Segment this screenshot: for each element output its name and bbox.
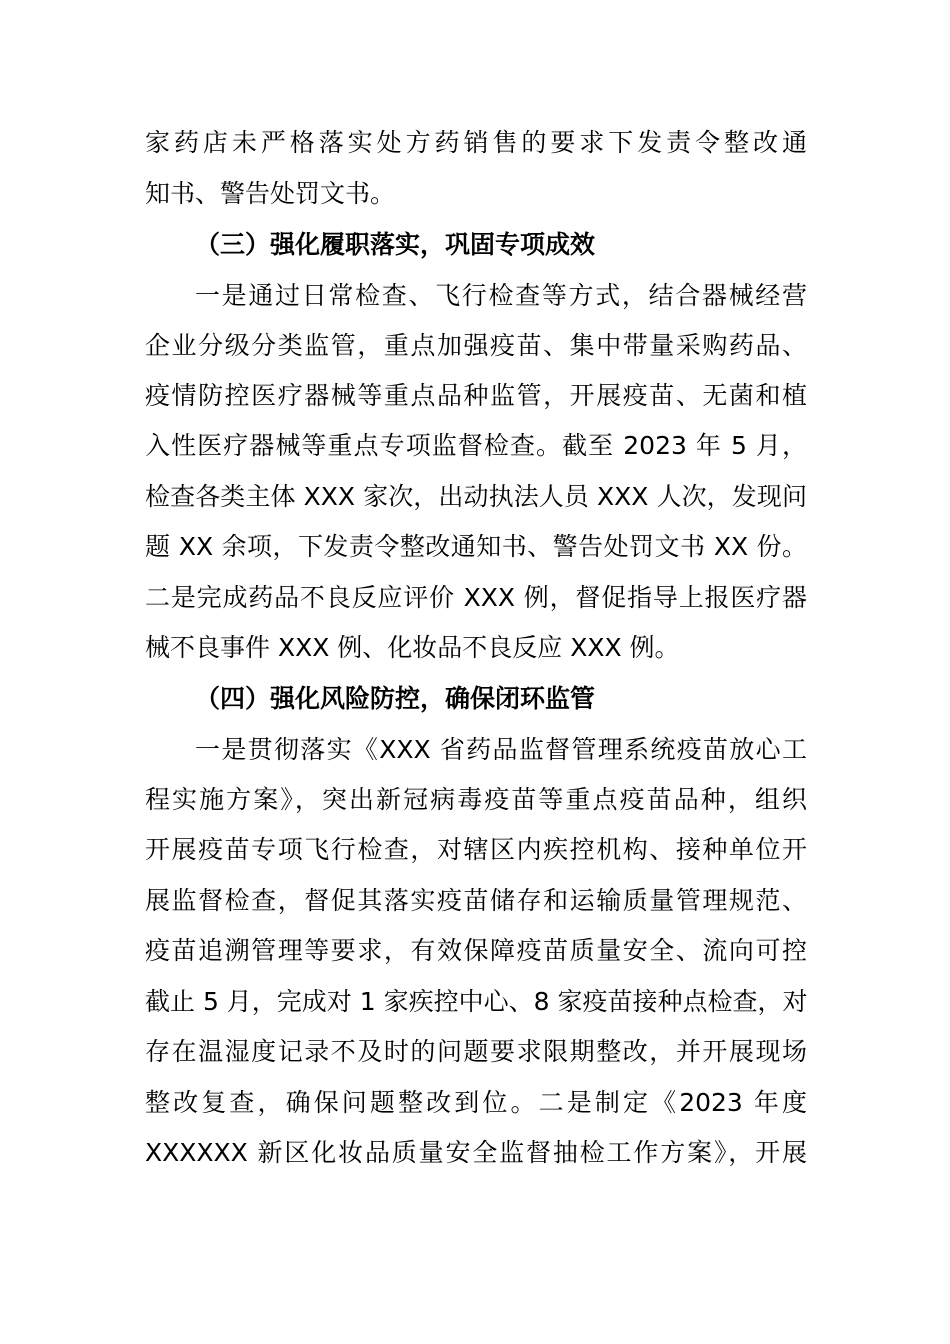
body-text-line: 一是通过日常检查、飞行检查等方式，结合器械经营 [195, 281, 807, 310]
body-text-line: 展监督检查，督促其落实疫苗储存和运输质量管理规范、 [145, 886, 807, 915]
body-text-line: 入性医疗器械等重点专项监督检查。截至 2023 年 5 月， [145, 431, 807, 460]
body-text-line: 程实施方案》，突出新冠病毒疫苗等重点疫苗品种，组织 [145, 785, 807, 814]
section-heading: （四）强化风险防控，确保闭环监管 [195, 684, 596, 713]
body-text-line: 械不良事件 XXX 例、化妆品不良反应 XXX 例。 [145, 633, 680, 662]
body-text-line: 截止 5 月，完成对 1 家疾控中心、8 家疫苗接种点检查，对 [145, 987, 807, 1016]
body-text-line: 企业分级分类监管，重点加强疫苗、集中带量采购药品、 [145, 331, 807, 360]
body-text-line: 疫情防控医疗器械等重点品种监管，开展疫苗、无菌和植 [145, 381, 807, 410]
body-text-line: 检查各类主体 XXX 家次，出动执法人员 XXX 人次，发现问 [145, 482, 807, 511]
body-text-line: 一是贯彻落实《XXX 省药品监督管理系统疫苗放心工 [195, 735, 807, 764]
body-text-line: 二是完成药品不良反应评价 XXX 例，督促指导上报医疗器 [145, 583, 807, 612]
body-text-line: 存在温湿度记录不及时的问题要求限期整改，并开展现场 [145, 1037, 807, 1066]
body-text-line: XXXXXX 新区化妆品质量安全监督抽检工作方案》，开展 [145, 1138, 807, 1167]
section-heading: （三）强化履职落实，巩固专项成效 [195, 230, 596, 259]
body-text-line: 题 XX 余项，下发责令整改通知书、警告处罚文书 XX 份。 [145, 532, 807, 561]
body-text-line: 家药店未严格落实处方药销售的要求下发责令整改通 [145, 128, 807, 157]
body-text-line: 整改复查，确保问题整改到位。二是制定《2023 年度 [145, 1088, 807, 1117]
body-text-line: 开展疫苗专项飞行检查，对辖区内疾控机构、接种单位开 [145, 835, 807, 864]
body-text-line: 知书、警告处罚文书。 [145, 179, 396, 208]
body-text-line: 疫苗追溯管理等要求，有效保障疫苗质量安全、流向可控 [145, 936, 807, 965]
